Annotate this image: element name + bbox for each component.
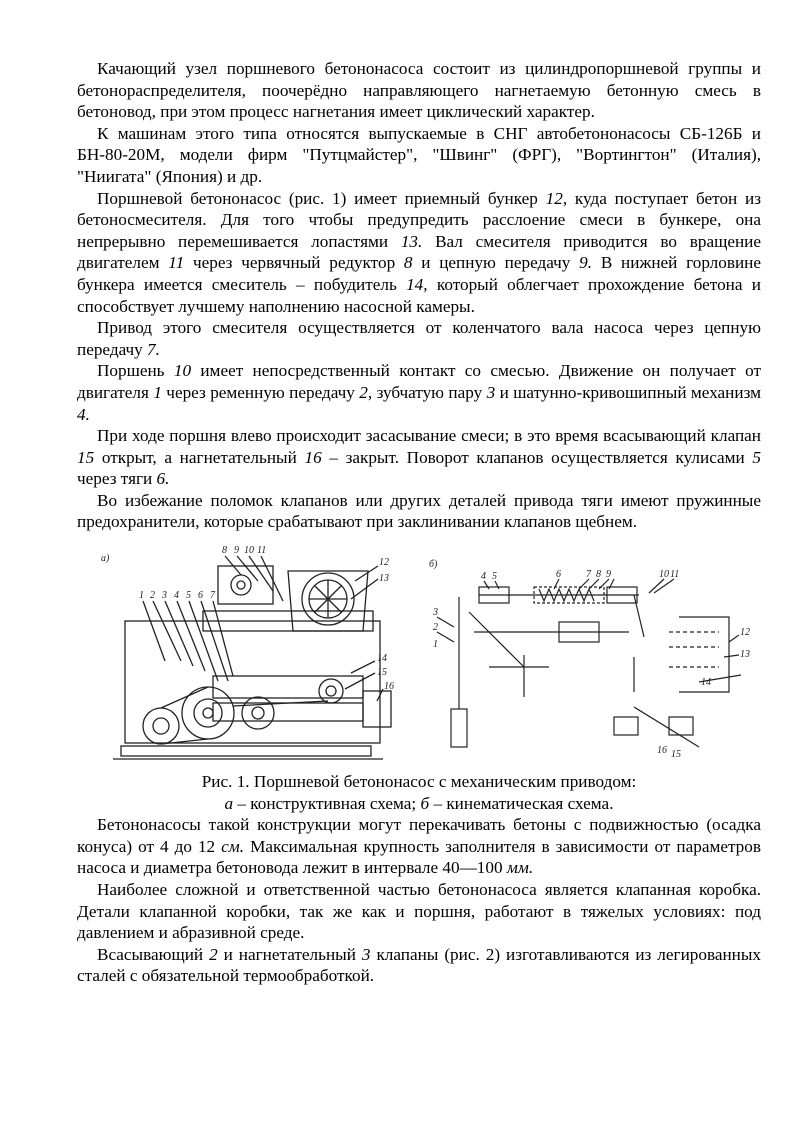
callout: 7 [586,569,591,581]
paragraph-3 [77,188,761,318]
ref-number: 13. [400,231,423,251]
ref-number: 12 [545,188,563,208]
caption-a-letter: а [224,793,234,813]
callout: 2 [433,622,438,634]
callout: 8 [596,569,601,581]
callout: 3 [433,607,438,619]
callout: 6 [556,569,561,581]
callout: 10 [659,569,669,581]
caption-legend [77,793,761,815]
ref-number: 1 [153,382,162,402]
ref-number: 15 [77,447,95,467]
text-run: и шатунно-кривошипный механизм [495,382,762,402]
text-run: имеет непосредственный контакт со смесью. Движение он получает от двигателя [77,361,762,402]
ref-number: 5 [752,447,761,467]
caption-title: Рис. 1. Поршневой бетононасос с механическим приводом: [201,772,637,792]
callout: 1 [433,639,438,651]
ref-number: 8 [403,253,413,273]
constructive-scheme-drawing [93,541,413,766]
ref-number: 6. [156,469,170,489]
document-page [77,58,761,987]
callout: 15 [377,667,387,679]
callout: 11 [257,545,267,557]
text-run: – закрыт. Поворот клапанов осуществляется кулисами [321,447,753,467]
text-run: Привод этого смесителя осуществляется от коленчатого вала насоса через цепную передачу [77,318,761,359]
ref-number: 7. [147,339,160,359]
ref-number: 3 [361,944,371,964]
text-run: который облегчает прохождение бетона и способствует лучшему наполнению насосной камеры. [77,274,761,316]
text-run: , куда поступает бетон из бетоносмесителя. Для того чтобы предупредить расслоение смеси в бункере, она непрерывно перемешивается лопастями [77,188,761,251]
paragraph-9 [77,879,761,944]
ref-number: 14, [406,274,428,294]
callout: 10 [244,545,254,557]
paragraph-5 [77,360,761,425]
fig-a-label: а) [101,553,110,565]
callout: 15 [671,749,681,761]
text-run: Максимальная крупность заполнителя в зависимости от параметров насоса и диаметра бетоновода лежит в интервале 40—100 [77,836,761,878]
callout: 12 [379,557,389,569]
callout: 14 [377,653,387,665]
ref-number: 3 [486,382,496,402]
unit: см. [221,836,245,856]
callout: 16 [657,745,667,757]
paragraph-10 [77,944,761,987]
callout: 8 [222,545,227,557]
callout: 13 [379,573,389,585]
unit: мм. [506,858,534,878]
callout: 7 [210,590,215,602]
paragraph-2 [77,123,761,188]
ref-number: 11 [168,253,185,273]
text-run: Поршень [97,361,174,381]
text-run: открыт, а нагнетательный [94,447,305,467]
ref-number: 16 [304,447,322,467]
callout: 5 [492,571,497,583]
paragraph-7 [77,490,761,533]
callout: 9 [234,545,239,557]
text-run: Поршневой бетононасос (рис. 1) имеет приемный бункер [97,188,546,208]
figure-caption [77,771,761,814]
text-run: Вал смесителя приводится во вращение двигателем [77,231,761,273]
callout: 9 [606,569,611,581]
text-run: через червячный редуктор [184,253,404,273]
callout: 5 [186,590,191,602]
callout: 1 [139,590,144,602]
text-run: В нижней горловине бункера имеется смеситель – побудитель [77,253,761,294]
callout: 13 [740,649,750,661]
text-run: через ременную передачу [161,382,360,402]
text-run: Во избежание поломок клапанов или других деталей привода тяги имеют пружинные предохранители, которые срабатывают при заклинивании клапанов щебнем. [77,490,761,532]
paragraph-8 [77,814,761,879]
callout: 4 [481,571,486,583]
figure-1 [77,541,761,771]
callout: 12 [740,627,750,639]
text-run: и цепную передачу [412,253,580,273]
kinematic-scheme-drawing [429,557,761,767]
text-run: через тяги [77,469,157,489]
caption-a-text: – конструктивная схема; [233,793,421,813]
text-run: Качающий узел поршневого бетононасоса состоит из цилиндропоршневой группы и бетонораспределителя, поочерёдно направляющего нагнетаемую бетонную смесь в бетоновод, при этом процесс нагнетания имеет циклический характер. [77,59,761,122]
ref-number: 9. [579,253,593,273]
paragraph-1 [77,58,761,123]
caption-b-letter: б [420,793,430,813]
text-run: Бетононасосы такой конструкции могут перекачивать бетоны с подвижностью (осадка конуса) от 4 до 12 [77,815,761,856]
text-run: Наиболее сложной и ответственной частью бетононасоса является клапанная коробка. Детали клапанной коробки, так же как и поршня, работают в тяжелых условиях: под давлением и абразивной среде. [77,880,761,943]
ref-number: 2 [209,944,218,964]
callout: 3 [162,590,167,602]
text-run: При ходе поршня влево происходит засасывание смеси; в это время всасывающий клапан [97,426,761,446]
paragraph-4 [77,317,761,360]
text-run: Всасывающий [97,944,210,964]
ref-number: 2, [359,382,373,402]
ref-number: 4. [77,404,90,424]
callout: 16 [384,681,394,693]
text-run: К машинам этого типа относятся выпускаемые в СНГ автобетононасосы СБ-126Б и БН-80-20М, модели фирм "Путцмайстер", "Швинг" (ФРГ), "Вортингтон" (Италия), "Ниигата" (Япония) и др. [77,123,761,186]
text-run: зубчатую пару [372,382,487,402]
callout: 4 [174,590,179,602]
ref-number: 10 [173,361,192,381]
callout: 11 [670,569,680,581]
text-run: клапаны (рис. 2) изготавливаются из легированных сталей с обязательной термообработкой. [77,944,762,986]
fig-b-label: б) [429,559,438,571]
caption-b-text: – кинематическая схема. [429,793,614,813]
paragraph-6 [77,425,761,490]
callout: 2 [150,590,155,602]
callout: 6 [198,590,203,602]
text-run: и нагнетательный [217,944,362,964]
callout: 14 [701,677,711,689]
